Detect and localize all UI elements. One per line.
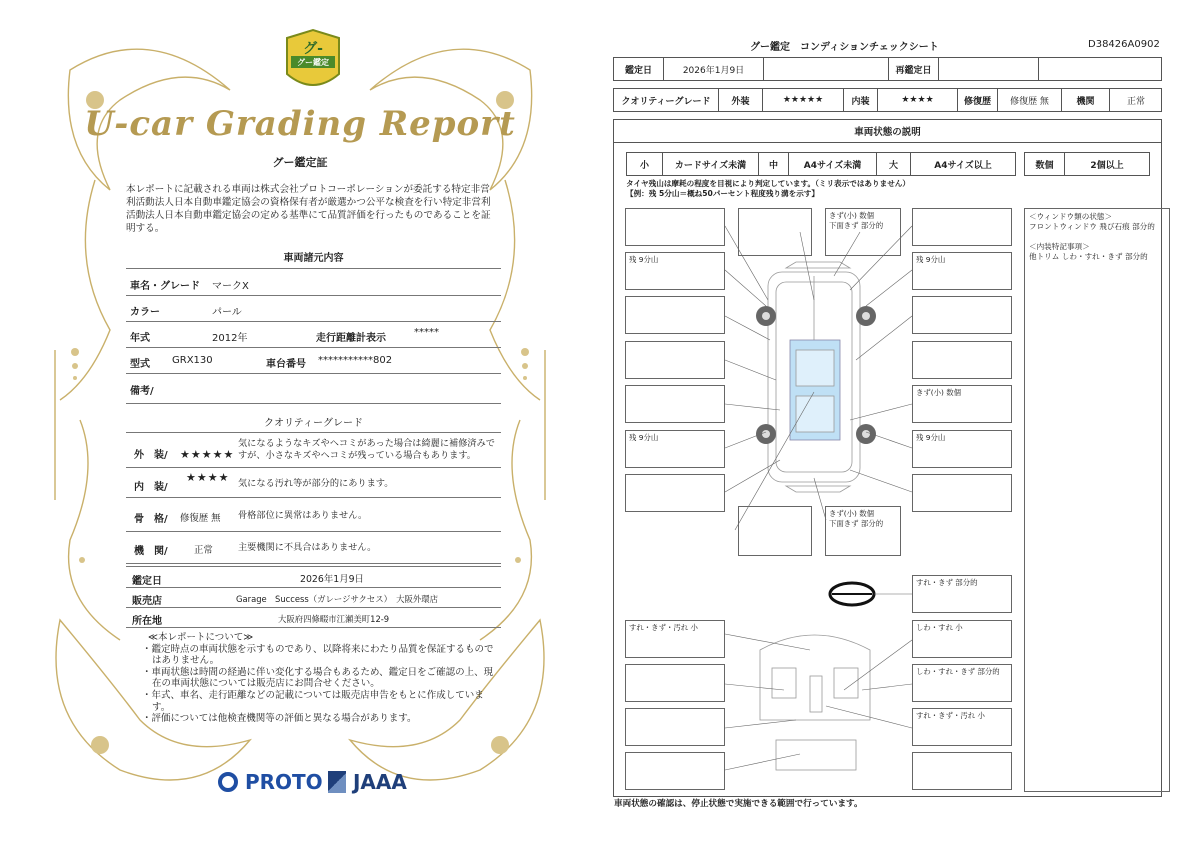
special-remarks: ＜ウィンドウ類の状態＞ フロントウィンドウ 飛び石痕 部分的 ＜内装特記事項＞ 他トリム しわ・すれ・きず 部分的 [1024,208,1170,792]
sheet-footer: 車両状態の確認は、停止状態で実施できる範囲で行っています。 [614,799,863,809]
note-box-left-11 [625,752,725,790]
tire-fr [856,306,876,326]
date-row: 鑑定日 2026年1月9日 再鑑定日 [613,57,1162,81]
spec-row-year: 年式 2012年 走行距離計表示 ***** [126,322,501,348]
note-box-interior-r1: しわ・すれ 小 [912,620,1012,658]
note-box-left-5 [625,385,725,423]
tire-fl [756,306,776,326]
note-box-interior-r3: すれ・きず・汚れ 小 [912,708,1012,746]
note-box-tire-rr: 残 9分山 [912,430,1012,468]
note-box-right-1 [912,208,1012,246]
proto-logo: PROTO [218,770,323,800]
certificate-subtitle: グー鑑定証 [272,156,328,169]
note-item: ・鑑定時点の車両状態を示すものであり、以降将来にわたり品質を保証するものではありません。 [142,643,494,667]
spec-row-name: 車名・グレード マークX [126,270,501,296]
address-row: 所在地 大阪府四條畷市江瀬美町12-9 [126,608,501,628]
note-box-tire-fl: 残 9分山 [625,252,725,290]
spec-row-model: 型式 GRX130 車台番号 ***********802 [126,348,501,374]
document-id: D38426A0902 [1088,39,1160,50]
tire-note: タイヤ残山は摩耗の程度を目視により判定しています。（ミリ表示ではありません） 【例：残 5分山＝概ね50パーセント程度残り溝を示す】 [626,179,910,198]
quality-heading: クオリティーグレード [264,418,363,429]
badge-mark: グ- [303,41,323,57]
note-box-left-9 [625,664,725,702]
note-box-right-7 [912,474,1012,512]
note-box-steering: すれ・きず 部分的 [912,575,1012,613]
certificate-intro: 本レポートに記載される車両は株式会社プロトコーポレーションが委託する特定非営利活動法人日本自動車鑑定協会の資格保有者が厳選かつ公平な検査を行い特定非営利活動法人日本自動車鑑定協会の定める基準にて品質評価を行ったものであることを証明する。 [126,184,491,234]
note-box-tire-rl: 残 9分山 [625,430,725,468]
spec-heading: 車両諸元内容 [283,253,344,264]
note-box-right-mid: きず(小) 数個 [912,385,1012,423]
jaaa-mark-icon [328,771,346,793]
note-box-left-10 [625,708,725,746]
spec-row-remarks: 備考/ [126,374,501,404]
tire-rl [756,424,776,444]
dealer-row: 販売店 Garage Success（ガレージサクセス） 大阪外環店 [126,588,501,608]
count-legend: 数個 2個以上 [1024,152,1150,176]
note-box-interior-r2: しわ・すれ・きず 部分的 [912,664,1012,702]
tire-rr [856,424,876,444]
jaaa-logo: JAAA [328,770,407,800]
quality-row-interior: 内 装/ ★★★★ 気になる汚れ等が部分的にあります。 [126,468,501,498]
note-item: ・年式、車名、走行距離などの記載については販売店申告をもとに作成しています。 [142,689,484,713]
size-legend: 小 カードサイズ未満 中 A4サイズ未満 大 A4サイズ以上 [626,152,1016,176]
section-heading: 車両状態の説明 [613,119,1162,143]
spec-row-color: カラー パール [126,296,501,322]
note-box-bottom-left [738,506,812,556]
proto-mark-icon [218,772,238,792]
quality-row-exterior: 外 装/ ★★★★★ 気になるようなキズやヘコミがあった場合は綺麗に補修済みですが、小さなキズやヘコミが残っている場合もあります。 [126,434,501,468]
note-box-bottom-center: きず(小) 数個 下面きず 部分的 [825,506,901,556]
note-box-right-3 [912,296,1012,334]
note-box-left-7 [625,474,725,512]
note-box-left-4 [625,341,725,379]
quality-row-engine: 機 関/ 正常 主要機関に不具合はありません。 [126,532,501,564]
steering-wheel-icon [830,583,874,605]
note-box-left-3 [625,296,725,334]
quality-row-frame: 骨 格/ 修復歴 無 骨格部位に異常はありません。 [126,498,501,532]
note-box-right-12 [912,752,1012,790]
note-box-right-4 [912,341,1012,379]
grade-row: クオリティーグレード 外装 ★★★★★ 内装 ★★★★ 修復歴 修復歴 無 機関 正常 [613,88,1162,112]
note-box-left-1 [625,208,725,246]
note-box-tire-fr: 残 9分山 [912,252,1012,290]
badge-text: グー鑑定 [297,58,329,67]
note-box-top-center: きず(小) 数個 下面きず 部分的 [825,208,901,256]
sheet-title: グー鑑定 コンディションチェックシート [750,42,939,53]
date-row: 鑑定日 2026年1月9日 [126,566,501,588]
note-item: ・評価については他検査機関等の評価と異なる場合があります。 [142,713,417,725]
certificate-title: U-car Grading Report [84,104,516,144]
note-box-top-left [738,208,812,256]
condition-check-sheet [600,0,1200,848]
note-item: ・車両状態は時間の経過に伴い変化する場合もあるため、鑑定日をご確認の上、現在の車両状態については販売店にお問合せください。 [142,666,494,690]
report-notes: ≪本レポートについて≫ ・鑑定時点の車両状態を示すものであり、以降将来にわたり品質を保証するものではありません。 ・車両状態は時間の経過に伴い変化する場合もあるため、鑑定日をご確認の上、現在の車両状態については販売店にお問合せください。 ・年式、車名、走行距離などの記載については販売店申告をもとに作成しています。 ・評価については他検査機関等の評価と異なる場合があります。 [140,632,500,725]
note-box-interior-left: すれ・きず・汚れ 小 [625,620,725,658]
